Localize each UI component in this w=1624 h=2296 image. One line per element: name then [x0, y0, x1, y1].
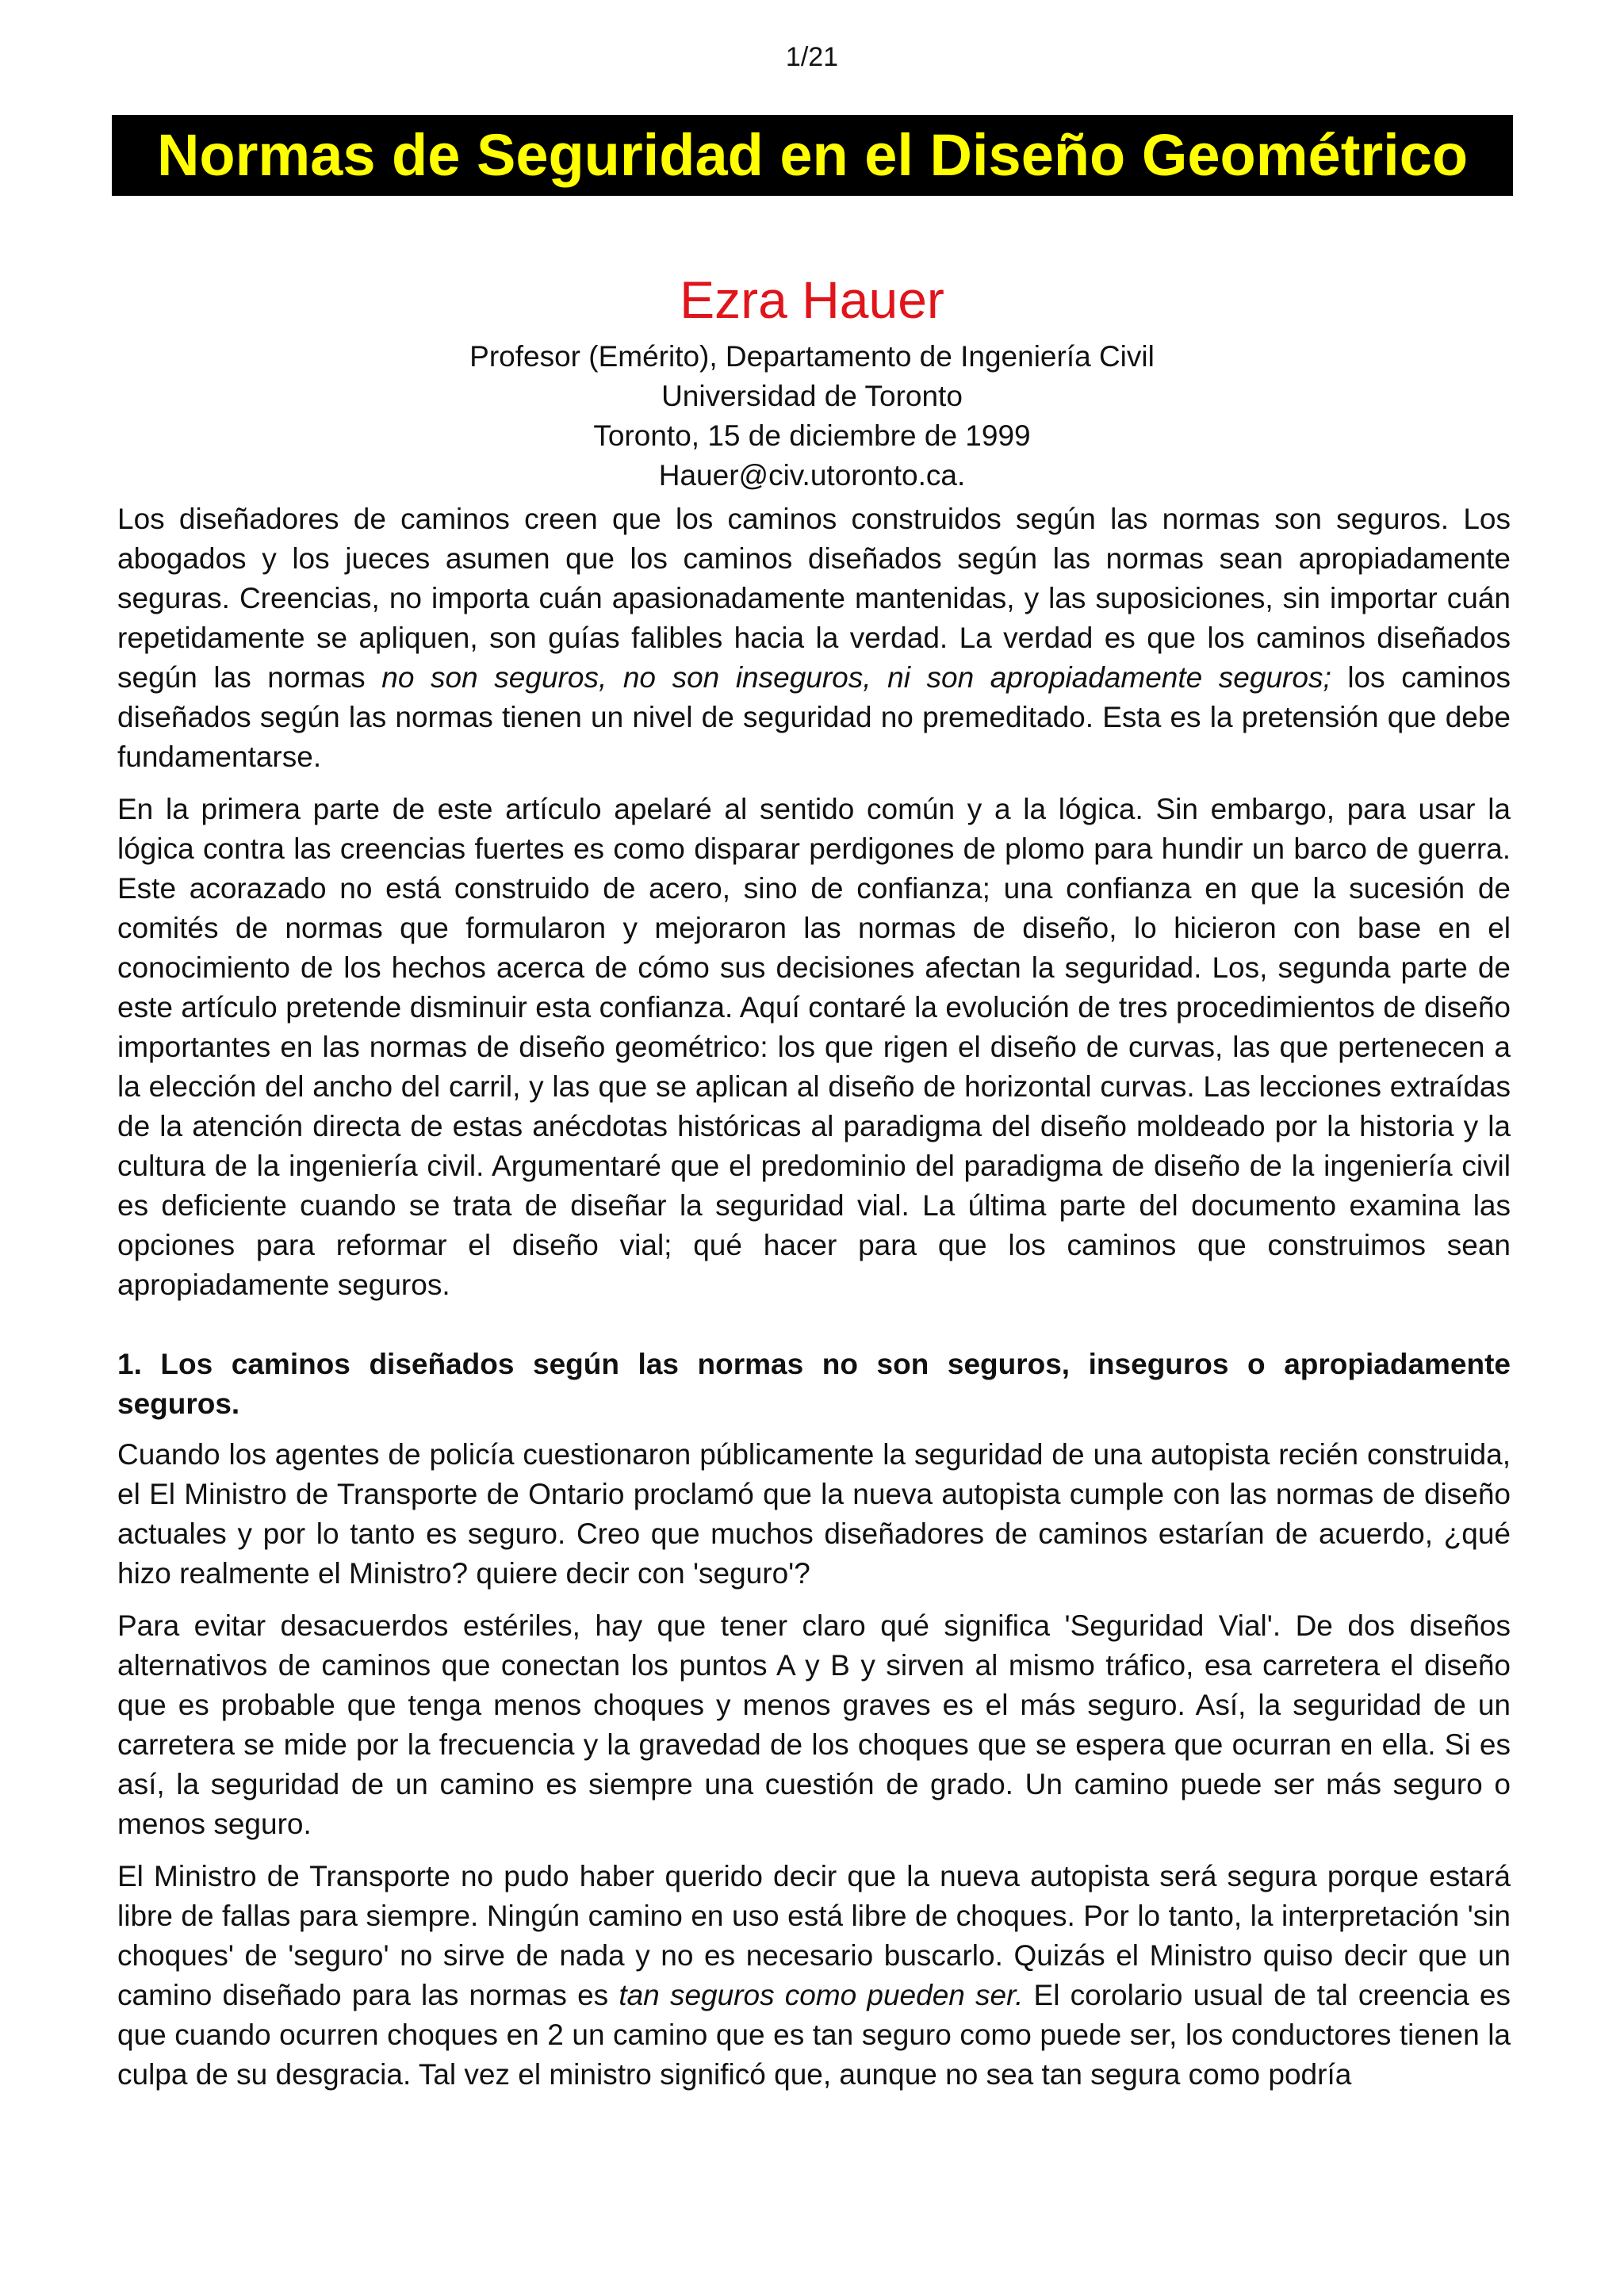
paragraph-intro-text-b: los caminos diseñados según las normas tienen un nivel de seguridad no premeditado. Esta es la pretensión que debe fundamentarse.	[117, 661, 1511, 773]
paragraph-interpretation-text-b: El corolario usual de tal creencia es que cuando ocurren choques en 2 un camino que es tan seguro como puede ser, los conductores tienen la culpa de su desgracia. Tal vez el ministro significó que, aunque no sea tan segura como podría	[117, 1979, 1511, 2091]
affiliation-university: Universidad de Toronto	[661, 380, 963, 412]
paragraph-intro	[117, 499, 1511, 777]
author-name: Ezra Hauer	[680, 270, 944, 329]
paragraph-interpretation-italic: tan seguros como pueden ser.	[619, 1979, 1024, 2011]
affiliation-date: Toronto, 15 de diciembre de 1999	[593, 419, 1031, 452]
paragraph-intro-text-a: Los diseñadores de caminos creen que los caminos construidos según las normas son seguros. Los abogados y los jueces asumen que los caminos diseñados según las normas sean apropiadamente seguras. Creencias, no importa cuán apasionadamente mantenidas, y las suposiciones, sin importar cuán repetidamente se apliquen, son guías falibles hacia la verdad. La verdad es que los caminos diseñados según las normas	[117, 503, 1511, 694]
affiliation-email: Hauer@civ.utoronto.ca.	[658, 459, 966, 492]
paragraph-interpretation	[117, 1857, 1511, 2095]
paragraph-outline: En la primera parte de este artículo apelaré al sentido común y a la lógica. Sin embargo, para usar la lógica contra las creencias fuertes es como disparar perdigones de plomo para hundir un barco de guerra. Este acorazado no está construido de acero, sino de confianza; una confianza en que la sucesión de comités de normas que formularon y mejoraron las normas de diseño, lo hicieron con base en el conocimiento de los hechos acerca de cómo sus decisiones afectan la seguridad. Los, segunda parte de este artículo pretende disminuir esta confianza. Aquí contaré la evolución de tres procedimientos de diseño importantes en las normas de diseño geométrico: los que rigen el diseño de curvas, las que pertenecen a la elección del ancho del carril, y las que se aplican al diseño de horizontal curvas. Las lecciones extraídas de la atención directa de estas anécdotas históricas al paradigma del diseño moldeado por la historia y la cultura de la ingeniería civil. Argumentaré que el predominio del paradigma de diseño de la ingeniería civil es deficiente cuando se trata de diseñar la seguridad vial. La última parte del documento examina las opciones para reformar el diseño vial; qué hacer para que los caminos que construimos sean apropiadamente seguros.	[117, 793, 1511, 1301]
section-heading-1: 1. Los caminos diseñados según las normas no son seguros, inseguros o apropiadamente seguros.	[117, 1348, 1511, 1420]
paragraph-intro-italic: no son seguros, no son inseguros, ni son apropiadamente seguros;	[381, 661, 1331, 694]
document-title: Normas de Seguridad en el Diseño Geométrico	[112, 115, 1513, 196]
document-body	[117, 499, 1511, 2107]
author-affiliation	[0, 337, 1624, 496]
paragraph-road-safety-definition: Para evitar desacuerdos estériles, hay que tener claro qué significa 'Seguridad Vial'. De dos diseños alternativos de caminos que conectan los puntos A y B y sirven al mismo tráfico, esa carretera el diseño que es probable que tenga menos choques y menos graves es el más seguro. Así, la seguridad de un carretera se mide por la frecuencia y la gravedad de los choques que se espera que ocurran en ella. Si es así, la seguridad de un camino es siempre una cuestión de grado. Un camino puede ser más seguro o menos seguro.	[117, 1609, 1511, 1840]
page-number: 1/21	[785, 42, 839, 72]
affiliation-position: Profesor (Emérito), Departamento de Ingeniería Civil	[469, 340, 1155, 373]
paragraph-minister: Cuando los agentes de policía cuestionaron públicamente la seguridad de una autopista recién construida, el El Ministro de Transporte de Ontario proclamó que la nueva autopista cumple con las normas de diseño actuales y por lo tanto es seguro. Creo que muchos diseñadores de caminos estarían de acuerdo, ¿qué hizo realmente el Ministro? quiere decir con 'seguro'?	[117, 1438, 1511, 1590]
paragraph-interpretation-text-a: El Ministro de Transporte no pudo haber querido decir que la nueva autopista será segura porque estará libre de fallas para siempre. Ningún camino en uso está libre de choques. Por lo tanto, la interpretación 'sin choques' de 'seguro' no sirve de nada y no es necesario buscarlo. Quizás el Ministro quiso decir que un camino diseñado para las normas es	[117, 1860, 1511, 2011]
